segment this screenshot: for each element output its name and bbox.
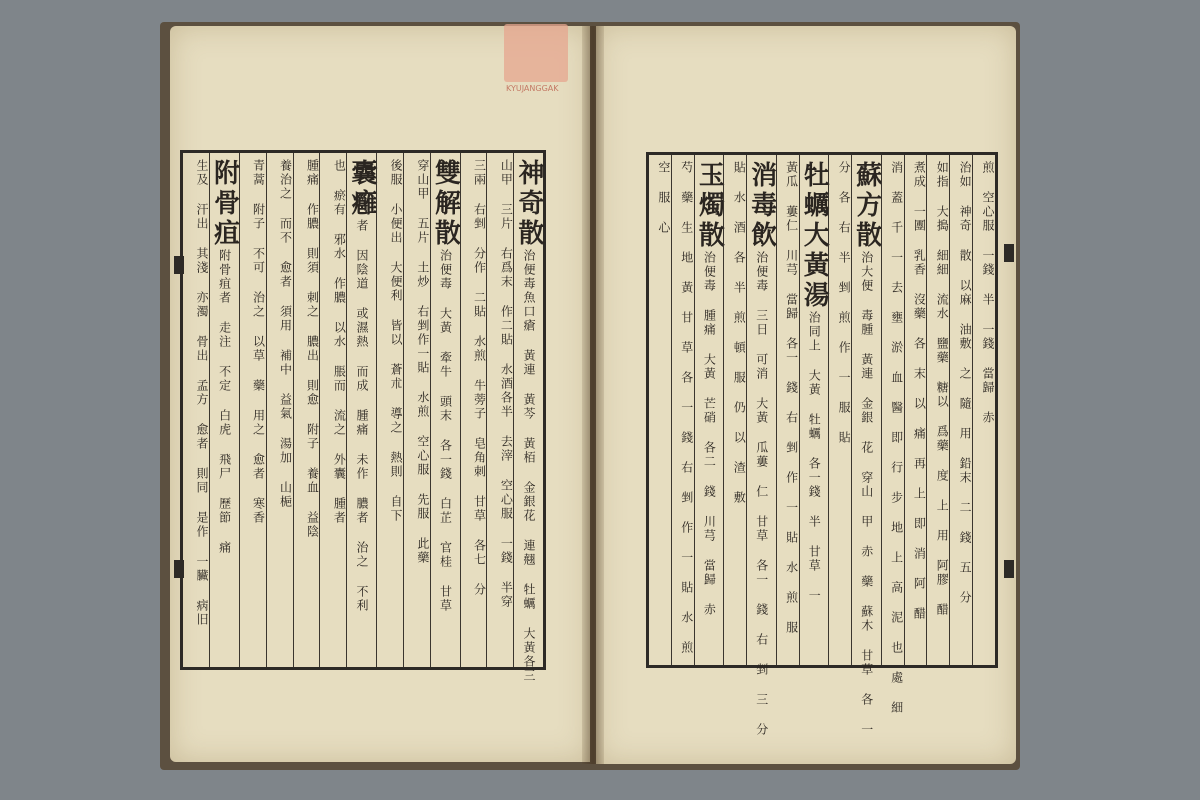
text-column (949, 155, 972, 665)
column-text: 空 服 心 (656, 161, 671, 235)
text-column (926, 155, 949, 665)
text-column (649, 155, 671, 665)
left-text-frame (180, 150, 546, 683)
text-column (828, 155, 851, 665)
column-text: 也 瘀有 邪水 作膿 以水 脹而 流之 外囊 腫者 (332, 159, 347, 525)
column-text: 附骨疽者 走注 不定 白虎 飛尸 歷節 痛 (217, 249, 232, 555)
column-text: 後服 小便出 大便利 皆以 蒼朮 導之 熱則 自下 (388, 159, 403, 523)
fish-tail-mark (1004, 560, 1014, 578)
text-column (209, 153, 239, 667)
text-column (799, 155, 829, 665)
prescription-title: 牡蠣大黃湯 (799, 161, 830, 311)
text-column (319, 153, 346, 667)
prescription-title: 蘇方散 (851, 161, 882, 251)
column-text: 分 各 右 半 剉 煎 作 一 服 貼 (837, 161, 852, 445)
fish-tail-mark (174, 560, 184, 578)
text-column (513, 153, 544, 683)
right-text-frame (646, 152, 998, 737)
column-text: 如指 大搗 細細 流水 鹽藥 糖以 爲藥 度 上 用 阿膠 醋 (935, 161, 950, 617)
fish-tail-mark (1004, 244, 1014, 262)
column-text: 治便毒魚口瘡 黃連 黃芩 黃栢 金銀花 連翹 牡蠣 大黃各三 (522, 249, 536, 683)
text-column (376, 153, 403, 667)
column-text: 消 蓋 千 一 去 壅 淤 血 醫 即 行 步 地 上 高 泥 也 處 細 (889, 161, 904, 715)
fish-tail-mark (174, 256, 184, 274)
library-seal-stamp (504, 24, 568, 82)
seal-caption: KYUJANGGAK (506, 84, 559, 93)
column-text: 治便毒 腫痛 大黃 芒硝 各二 錢 川芎 當歸 赤 (702, 251, 717, 617)
text-column (671, 155, 694, 665)
column-text: 貼 水 酒 各 半 煎 頓 服 仍 以 渣 敷 (732, 161, 747, 505)
prescription-title: 玉燭散 (694, 161, 725, 251)
column-text: 治如 神奇 散 以麻 油敷 之 隨 用 鉛末 二 錢 五 分 (958, 161, 973, 605)
book-gutter (582, 26, 604, 764)
prescription-title: 消毒飲 (746, 161, 777, 251)
column-text: 芍 藥 生 地 黃 甘 草 各 一 錢 右 剉 作 一 貼 水 煎 (679, 161, 694, 655)
text-column (723, 155, 746, 665)
text-column (239, 153, 266, 667)
text-column (694, 155, 724, 665)
text-column (460, 153, 487, 667)
column-text: 穿山甲 五片 土炒 右剉作一貼 水煎 空心服 先服 此藥 (415, 159, 430, 565)
column-text: 治便毒 大黃 牽牛 頭末 各一錢 白芷 官桂 甘草 (438, 249, 453, 613)
column-text: 山甲 三片 右爲末 作二貼 水酒各半 去滓 空心服 一錢 半穿 (499, 159, 514, 609)
text-column (746, 155, 777, 737)
text-column (972, 155, 995, 665)
column-text: 治大便 毒腫 黃連 金銀 花 穿山 甲 赤 藥 蘇木 甘草 各 一 (859, 251, 874, 737)
text-column (403, 153, 430, 667)
column-text: 煎 空心服 一錢 半 一錢 當歸 赤 (981, 161, 995, 425)
text-column (904, 155, 927, 665)
text-column (851, 155, 882, 737)
text-column (430, 153, 460, 667)
column-text: 生及 汗出 其淺 亦濁 骨出 孟方 愈者 則同 是作 一臟 病旧 (195, 159, 209, 627)
text-column (776, 155, 799, 665)
text-column (486, 153, 513, 667)
prescription-title: 囊癰 (347, 159, 377, 219)
column-text: 煮成 一團 乳香 沒藥 各 末 以 痛 再 上 即 消 阿 醋 (912, 161, 927, 621)
column-text: 者 因陰道 或濕熱 而成 腫痛 未作 膿者 治之 不利 (355, 219, 369, 613)
column-text: 養治之 而不 愈者 須用 補中 益氣 湯加 山梔 (278, 159, 293, 509)
text-column (183, 153, 209, 667)
text-column (266, 153, 293, 667)
prescription-title: 附骨疽 (209, 159, 240, 249)
column-text: 青蒿 附子 不可 治之 以草 藥 用之 愈者 寒香 (251, 159, 266, 525)
column-text: 三兩 右剉 分作 二貼 水煎 牛蒡子 皂角刺 甘草 各七 分 (472, 159, 487, 597)
text-column (346, 153, 376, 667)
column-text: 治便毒 三日 可消 大黃 瓜蔞 仁 甘草 各一 錢 右 剉 三 分 (754, 251, 769, 737)
column-text: 腫痛 作膿 則須 刺之 膿出 則愈 附子 養血 益陰 (305, 159, 320, 539)
prescription-title: 神奇散 (514, 159, 544, 249)
prescription-title: 雙解散 (430, 159, 461, 249)
column-text: 黃瓜 蔞仁 川芎 當歸 各一 錢 右 剉 作 一 貼 水 煎 服 (784, 161, 799, 635)
text-column (293, 153, 320, 667)
column-text: 治同上 大黃 牡蠣 各一錢 半 甘草 一 (807, 311, 822, 603)
text-column (881, 155, 904, 715)
